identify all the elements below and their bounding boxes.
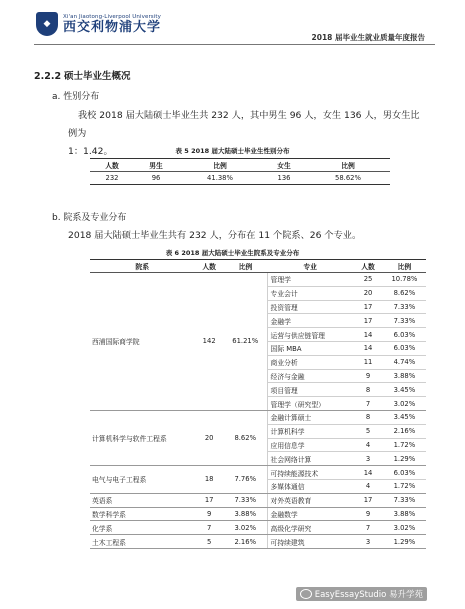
major-cell: 管理学 (267, 273, 353, 287)
section-title: 硕士毕业生概况 (64, 71, 131, 82)
major-count-cell: 25 (353, 273, 383, 287)
table-row (90, 493, 426, 507)
school-count-cell: 7 (194, 521, 224, 535)
major-pct-cell: 3.88% (383, 507, 426, 521)
major-count-cell: 5 (353, 424, 383, 438)
major-count-cell: 11 (353, 355, 383, 369)
major-pct-cell: 1.72% (383, 438, 426, 452)
school-count-cell: 5 (194, 535, 224, 549)
major-cell: 多媒体通信 (267, 479, 353, 493)
majors-table-body (90, 273, 426, 549)
major-pct-cell: 3.45% (383, 410, 426, 424)
crest-icon: ◆ (36, 12, 58, 36)
major-cell: 计算机科学 (267, 424, 353, 438)
major-cell: 专业会计 (267, 286, 353, 300)
table-row (90, 535, 426, 549)
logo-chinese-name: 西交利物浦大学 (63, 19, 162, 35)
gender-para-line2: 1：1.42。 (68, 146, 113, 157)
major-pct-cell: 3.88% (383, 369, 426, 383)
table-header: 比例 (224, 260, 267, 273)
school-cell: 英语系 (90, 493, 194, 507)
school-cell: 土木工程系 (90, 535, 194, 549)
table-row (90, 466, 426, 480)
major-pct-cell: 3.45% (383, 383, 426, 397)
major-cell: 运营与供应链管理 (267, 328, 353, 342)
major-count-cell: 14 (353, 328, 383, 342)
table6-caption: 表 6 2018 届大陆硕士毕业生院系及专业分布 (165, 249, 300, 257)
major-pct-cell: 7.33% (383, 314, 426, 328)
major-count-cell: 7 (353, 397, 383, 411)
school-pct-cell: 61.21% (224, 273, 267, 411)
table-header: 人数 (353, 260, 383, 273)
table-row (90, 172, 390, 185)
majors-subheading: b. 院系及专业分布 (52, 213, 127, 223)
major-pct-cell: 3.02% (383, 521, 426, 535)
table-row (90, 273, 426, 287)
table-header-row (90, 159, 390, 172)
major-pct-cell: 6.03% (383, 466, 426, 480)
major-pct-cell: 7.33% (383, 300, 426, 314)
major-count-cell: 4 (353, 479, 383, 493)
table-cell: 96 (134, 172, 178, 185)
major-pct-cell: 1.72% (383, 479, 426, 493)
majors-paragraph: 2018 届大陆硕士毕业生共有 232 人，分布在 11 个院系、26 个专业。 (68, 230, 362, 241)
major-cell: 应用信息学 (267, 438, 353, 452)
major-cell: 管理学（研究型） (267, 397, 353, 411)
major-cell: 经济与金融 (267, 369, 353, 383)
school-count-cell: 142 (194, 273, 224, 411)
major-cell: 对外英语教育 (267, 493, 353, 507)
table-cell: 41.38% (178, 172, 262, 185)
gender-table (90, 158, 390, 185)
school-pct-cell: 2.16% (224, 535, 267, 549)
school-pct-cell: 3.88% (224, 507, 267, 521)
school-cell: 数学科学系 (90, 507, 194, 521)
major-count-cell: 3 (353, 535, 383, 549)
major-count-cell: 7 (353, 521, 383, 535)
table-header: 专业 (267, 260, 353, 273)
table-header: 人数 (90, 159, 134, 172)
majors-table (90, 259, 426, 549)
major-cell: 商业分析 (267, 355, 353, 369)
school-count-cell: 17 (194, 493, 224, 507)
major-cell: 金融计算硕士 (267, 410, 353, 424)
header-rule (34, 44, 435, 45)
table5-caption: 表 5 2018 届大陆硕士毕业生性别分布 (175, 147, 290, 155)
major-cell: 金融数学 (267, 507, 353, 521)
table-cell: 136 (262, 172, 306, 185)
major-pct-cell: 6.03% (383, 328, 426, 342)
school-cell: 计算机科学与软件工程系 (90, 410, 194, 465)
table-header: 比例 (383, 260, 426, 273)
major-count-cell: 17 (353, 300, 383, 314)
major-count-cell: 17 (353, 314, 383, 328)
major-count-cell: 17 (353, 493, 383, 507)
school-pct-cell: 7.33% (224, 493, 267, 507)
major-count-cell: 8 (353, 410, 383, 424)
school-pct-cell: 3.02% (224, 521, 267, 535)
logo-english-name: Xi'an Jiaotong-Liverpool University (63, 13, 162, 20)
major-cell: 国际 MBA (267, 341, 353, 355)
major-pct-cell: 4.74% (383, 355, 426, 369)
major-pct-cell: 8.62% (383, 286, 426, 300)
school-pct-cell: 8.62% (224, 410, 267, 465)
major-count-cell: 14 (353, 341, 383, 355)
major-count-cell: 14 (353, 466, 383, 480)
major-cell: 金融学 (267, 314, 353, 328)
major-cell: 社会网络计算 (267, 452, 353, 466)
major-cell: 高级化学研究 (267, 521, 353, 535)
major-cell: 项目管理 (267, 383, 353, 397)
major-count-cell: 8 (353, 383, 383, 397)
school-count-cell: 18 (194, 466, 224, 494)
table-row (90, 507, 426, 521)
major-pct-cell: 2.16% (383, 424, 426, 438)
university-logo (36, 12, 161, 36)
school-pct-cell: 7.76% (224, 466, 267, 494)
gender-subheading: a. 性别分布 (52, 92, 100, 102)
school-cell: 西浦国际商学院 (90, 273, 194, 411)
table-row (90, 521, 426, 535)
table-header: 女生 (262, 159, 306, 172)
major-cell: 可持续建筑 (267, 535, 353, 549)
table-cell: 58.62% (306, 172, 390, 185)
watermark-text: EasyEssayStudio 易升学苑 (314, 590, 423, 600)
major-pct-cell: 1.29% (383, 535, 426, 549)
report-title: 2018 届毕业生就业质量年度报告 (311, 33, 425, 42)
major-count-cell: 20 (353, 286, 383, 300)
table-header-row (90, 260, 426, 273)
table-header: 男生 (134, 159, 178, 172)
major-count-cell: 9 (353, 507, 383, 521)
major-pct-cell: 7.33% (383, 493, 426, 507)
watermark (296, 587, 427, 601)
major-cell: 投资管理 (267, 300, 353, 314)
school-cell: 电气与电子工程系 (90, 466, 194, 494)
section-number: 2.2.2 (34, 71, 62, 82)
section-heading (34, 68, 131, 82)
major-count-cell: 4 (353, 438, 383, 452)
major-cell: 可持续能源技术 (267, 466, 353, 480)
table-row (90, 410, 426, 424)
major-pct-cell: 1.29% (383, 452, 426, 466)
school-count-cell: 20 (194, 410, 224, 465)
major-pct-cell: 6.03% (383, 341, 426, 355)
table-cell: 232 (90, 172, 134, 185)
major-count-cell: 3 (353, 452, 383, 466)
table-header: 人数 (194, 260, 224, 273)
major-pct-cell: 3.02% (383, 397, 426, 411)
major-pct-cell: 10.78% (383, 273, 426, 287)
table-header: 比例 (306, 159, 390, 172)
table-header: 院系 (90, 260, 194, 273)
school-count-cell: 9 (194, 507, 224, 521)
wechat-icon (300, 589, 312, 599)
gender-para-line1: 我校 2018 届大陆硕士毕业生共 232 人，其中男生 96 人，女生 136 人，男女生比例为 (68, 110, 420, 139)
major-count-cell: 9 (353, 369, 383, 383)
table-header: 比例 (178, 159, 262, 172)
school-cell: 化学系 (90, 521, 194, 535)
